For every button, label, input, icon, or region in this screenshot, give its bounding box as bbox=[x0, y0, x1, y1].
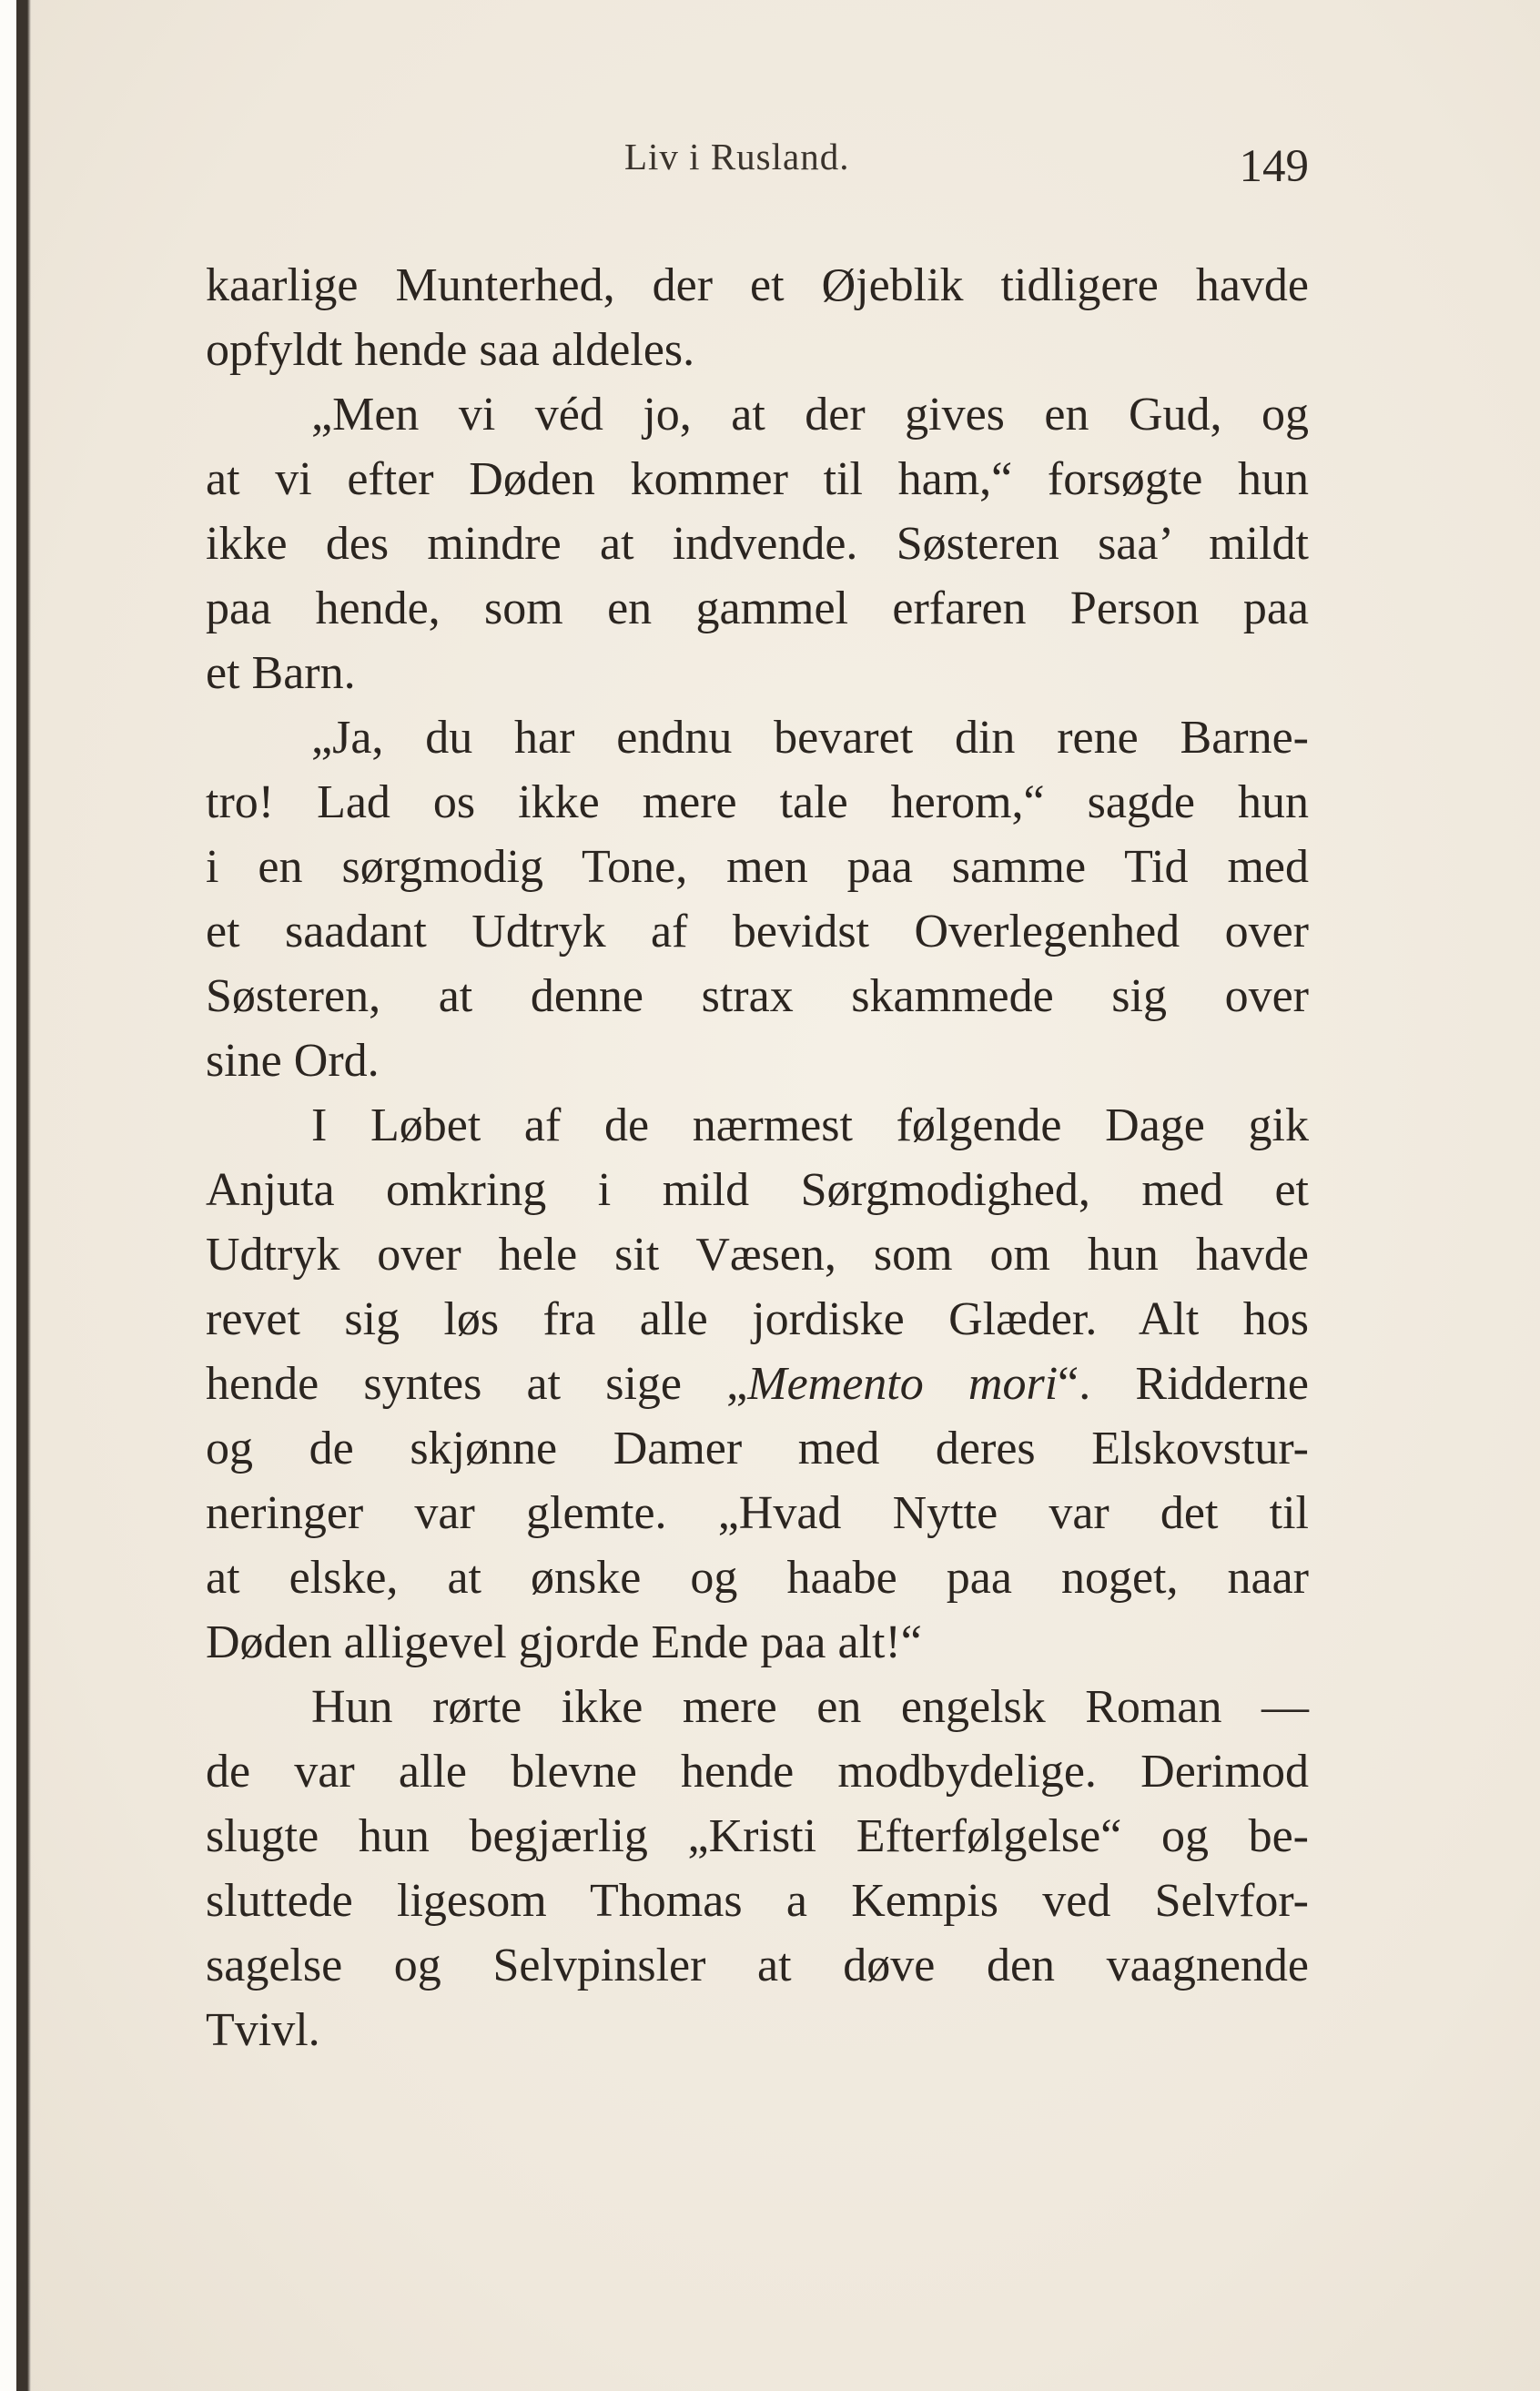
text-segment: hende syntes at sige „ bbox=[206, 1358, 748, 1410]
text-line: „Men vi véd jo, at der gives en Gud, og bbox=[311, 389, 1309, 441]
text-line: sine Ord. bbox=[206, 1035, 380, 1087]
text-line: slugte hun begjærlig „Kristi Efterfølgelse“ og be- bbox=[206, 1810, 1309, 1862]
text-line: sluttede ligesom Thomas a Kempis ved Selvfor- bbox=[206, 1875, 1309, 1927]
text-line: Anjuta omkring i mild Sørgmodighed, med et bbox=[206, 1164, 1309, 1216]
binding-edge bbox=[0, 0, 31, 2391]
text-line: paa hende, som en gammel erfaren Person paa bbox=[206, 583, 1309, 634]
text-line: kaarlige Munterhed, der et Øjeblik tidligere havde bbox=[206, 259, 1309, 311]
text-line: et Barn. bbox=[206, 647, 356, 699]
body-text bbox=[206, 253, 1309, 2062]
page-number: 149 bbox=[1239, 141, 1309, 192]
text-line: I Løbet af de nærmest følgende Dage gik bbox=[311, 1099, 1309, 1151]
text-line: ikke des mindre at indvende. Søsteren saa’ mildt bbox=[206, 518, 1309, 570]
running-title: Liv i Rusland. bbox=[624, 136, 850, 177]
text-line: Hun rørte ikke mere en engelsk Roman — bbox=[311, 1681, 1309, 1733]
text-line: og de skjønne Damer med deres Elskovstur- bbox=[206, 1423, 1309, 1474]
italic-phrase: Memento mori bbox=[747, 1358, 1059, 1410]
text-line: i en sørgmodig Tone, men paa samme Tid med bbox=[206, 841, 1309, 893]
text-line: Udtryk over hele sit Væsen, som om hun havde bbox=[206, 1229, 1309, 1281]
text-segment: “. Ridderne bbox=[1058, 1358, 1310, 1410]
text-line: et saadant Udtryk af bevidst Overlegenhed over bbox=[206, 906, 1309, 957]
text-line: at vi efter Døden kommer til ham,“ forsøgte hun bbox=[206, 453, 1309, 505]
text-line: at elske, at ønske og haabe paa noget, naar bbox=[206, 1552, 1309, 1604]
text-line: tro! Lad os ikke mere tale herom,“ sagde hun bbox=[206, 776, 1309, 828]
text-line: Tvivl. bbox=[206, 2004, 320, 2056]
text-line: neringer var glemte. „Hvad Nytte var det til bbox=[206, 1487, 1309, 1539]
text-line-with-italic bbox=[206, 1352, 1309, 1416]
text-line: sagelse og Selvpinsler at døve den vaagnende bbox=[206, 1940, 1309, 1991]
text-line: de var alle blevne hende modbydelige. Derimod bbox=[206, 1746, 1309, 1798]
text-line: Søsteren, at denne strax skammede sig over bbox=[206, 970, 1309, 1022]
text-line: „Ja, du har endnu bevaret din rene Barne- bbox=[311, 712, 1309, 764]
text-line: Døden alligevel gjorde Ende paa alt!“ bbox=[206, 1616, 922, 1668]
text-line: revet sig løs fra alle jordiske Glæder. Alt hos bbox=[206, 1293, 1309, 1345]
page-header bbox=[206, 135, 1309, 193]
text-line: opfyldt hende saa aldeles. bbox=[206, 324, 695, 376]
